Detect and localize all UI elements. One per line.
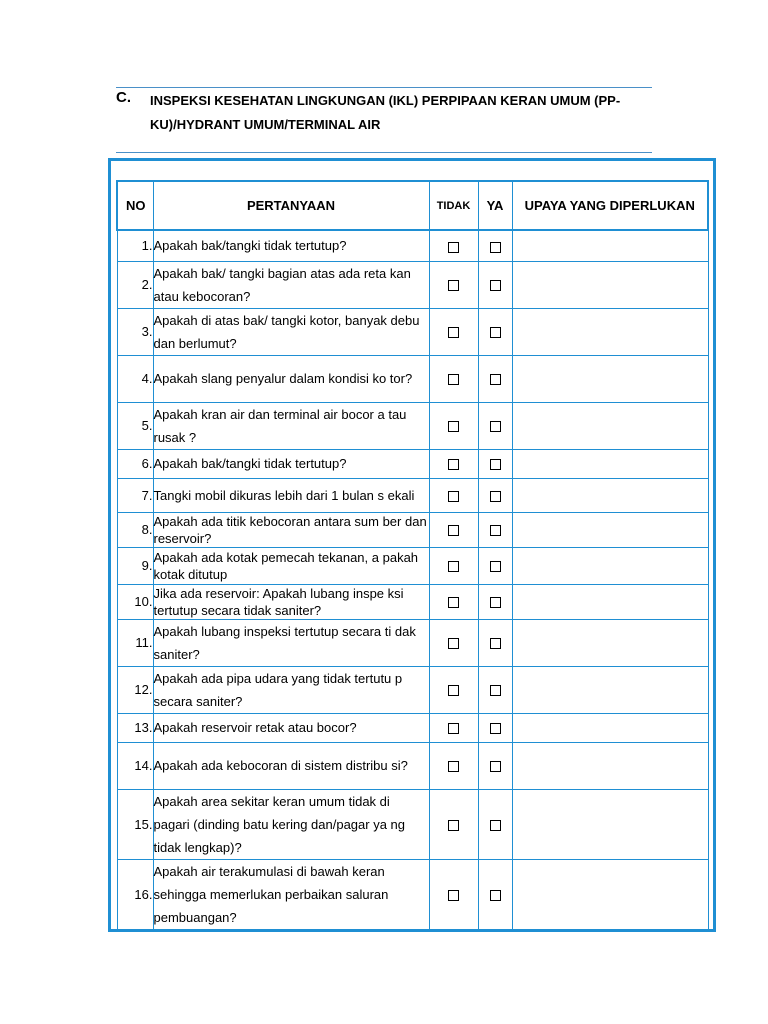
row-number: 2. [117,261,153,308]
ya-checkbox[interactable] [490,820,501,831]
question-text: Jika ada reservoir: Apakah lubang inspe ksi tertutup secara tidak saniter? [153,584,429,619]
ya-checkbox[interactable] [490,761,501,772]
question-text: Apakah area sekitar keran umum tidak di pagari (dinding batu kering dan/pagar ya ng tidak lengkap)? [153,789,429,859]
header-ya: YA [478,181,512,230]
ya-cell [478,859,512,929]
row-number: 8. [117,512,153,547]
tidak-checkbox[interactable] [448,491,459,502]
tidak-checkbox[interactable] [448,890,459,901]
row-number: 6. [117,449,153,478]
ya-checkbox[interactable] [490,597,501,608]
tidak-cell [429,261,478,308]
ya-checkbox[interactable] [490,242,501,253]
question-text: Apakah lubang inspeksi tertutup secara ti dak saniter? [153,619,429,666]
action-cell[interactable] [512,859,708,929]
action-cell[interactable] [512,308,708,355]
table-row [117,547,708,584]
ya-cell [478,547,512,584]
tidak-cell [429,512,478,547]
tidak-checkbox[interactable] [448,685,459,696]
table-row [117,619,708,666]
question-text: Apakah bak/ tangki bagian atas ada reta kan atau kebocoran? [153,261,429,308]
ya-checkbox[interactable] [490,374,501,385]
question-text: Apakah ada kotak pemecah tekanan, a pakah kotak ditutup [153,547,429,584]
action-cell[interactable] [512,742,708,789]
ya-cell [478,402,512,449]
table-row [117,666,708,713]
header-bottom-rule [116,152,652,153]
tidak-cell [429,713,478,742]
tidak-checkbox[interactable] [448,561,459,572]
ya-cell [478,619,512,666]
table-row [117,449,708,478]
tidak-cell [429,355,478,402]
tidak-cell [429,619,478,666]
ya-checkbox[interactable] [490,459,501,470]
ya-cell [478,713,512,742]
tidak-cell [429,402,478,449]
section-title: INSPEKSI KESEHATAN LINGKUNGAN (IKL) PERPIPAAN KERAN UMUM (PP-KU)/HYDRANT UMUM/TERMINAL AIR [150,93,621,132]
question-text: Apakah bak/tangki tidak tertutup? [153,449,429,478]
ya-checkbox[interactable] [490,561,501,572]
ya-checkbox[interactable] [490,491,501,502]
tidak-checkbox[interactable] [448,374,459,385]
action-cell[interactable] [512,449,708,478]
tidak-checkbox[interactable] [448,242,459,253]
ya-cell [478,584,512,619]
ya-checkbox[interactable] [490,525,501,536]
table-header-row [117,181,708,230]
table-row [117,859,708,929]
tidak-checkbox[interactable] [448,525,459,536]
question-text: Apakah slang penyalur dalam kondisi ko tor? [153,355,429,402]
ya-checkbox[interactable] [490,327,501,338]
table-row [117,478,708,512]
tidak-cell [429,584,478,619]
ya-cell [478,355,512,402]
ya-checkbox[interactable] [490,723,501,734]
ya-checkbox[interactable] [490,685,501,696]
row-number: 4. [117,355,153,402]
question-text: Apakah ada titik kebocoran antara sum ber dan reservoir? [153,512,429,547]
ya-cell [478,512,512,547]
ya-cell [478,742,512,789]
action-cell[interactable] [512,355,708,402]
table-row [117,355,708,402]
ya-checkbox[interactable] [490,280,501,291]
row-number: 12. [117,666,153,713]
tidak-cell [429,230,478,261]
tidak-cell [429,742,478,789]
question-text: Apakah reservoir retak atau bocor? [153,713,429,742]
question-text: Apakah ada kebocoran di sistem distribu si? [153,742,429,789]
ya-cell [478,449,512,478]
row-number: 3. [117,308,153,355]
header-no: NO [117,181,153,230]
tidak-checkbox[interactable] [448,638,459,649]
tidak-cell [429,478,478,512]
action-cell[interactable] [512,261,708,308]
ya-cell [478,666,512,713]
header-top-rule [116,87,652,88]
section-letter: C. [116,89,131,106]
table-row [117,742,708,789]
header-action: UPAYA YANG DIPERLUKAN [512,181,708,230]
header-tidak: TIDAK [429,181,478,230]
question-text: Apakah bak/tangki tidak tertutup? [153,230,429,261]
tidak-cell [429,547,478,584]
row-number: 10. [117,584,153,619]
row-number: 7. [117,478,153,512]
question-text: Tangki mobil dikuras lebih dari 1 bulan s ekali [153,478,429,512]
ya-checkbox[interactable] [490,890,501,901]
tidak-checkbox[interactable] [448,280,459,291]
tidak-cell [429,859,478,929]
action-cell[interactable] [512,230,708,261]
table-row [117,512,708,547]
tidak-checkbox[interactable] [448,459,459,470]
tidak-checkbox[interactable] [448,597,459,608]
ya-cell [478,478,512,512]
table-row [117,789,708,859]
ya-cell [478,308,512,355]
question-text: Apakah air terakumulasi di bawah keran sehingga memerlukan perbaikan saluran pembuangan? [153,859,429,929]
question-text: Apakah ada pipa udara yang tidak tertutu p secara saniter? [153,666,429,713]
table-row [117,713,708,742]
row-number: 9. [117,547,153,584]
tidak-cell [429,308,478,355]
tidak-cell [429,789,478,859]
tidak-checkbox[interactable] [448,421,459,432]
action-cell[interactable] [512,512,708,547]
row-number: 11. [117,619,153,666]
tidak-checkbox[interactable] [448,761,459,772]
ya-checkbox[interactable] [490,638,501,649]
table-row [117,584,708,619]
ya-cell [478,789,512,859]
question-text: Apakah kran air dan terminal air bocor a tau rusak ? [153,402,429,449]
row-number: 15. [117,789,153,859]
action-cell[interactable] [512,789,708,859]
row-number: 14. [117,742,153,789]
tidak-checkbox[interactable] [448,723,459,734]
tidak-checkbox[interactable] [448,327,459,338]
ya-checkbox[interactable] [490,421,501,432]
action-cell[interactable] [512,402,708,449]
inspection-table [116,180,709,930]
tidak-cell [429,666,478,713]
row-number: 13. [117,713,153,742]
tidak-checkbox[interactable] [448,820,459,831]
ya-cell [478,230,512,261]
row-number: 16. [117,859,153,929]
table-row [117,308,708,355]
tidak-cell [429,449,478,478]
action-cell[interactable] [512,713,708,742]
row-number: 1. [117,230,153,261]
action-cell[interactable] [512,478,708,512]
ya-cell [478,261,512,308]
action-cell[interactable] [512,547,708,584]
action-cell[interactable] [512,619,708,666]
table-row [117,230,708,261]
action-cell[interactable] [512,666,708,713]
action-cell[interactable] [512,584,708,619]
table-row [117,402,708,449]
table-row [117,261,708,308]
row-number: 5. [117,402,153,449]
header-question: PERTANYAAN [153,181,429,230]
question-text: Apakah di atas bak/ tangki kotor, banyak debu dan berlumut? [153,308,429,355]
